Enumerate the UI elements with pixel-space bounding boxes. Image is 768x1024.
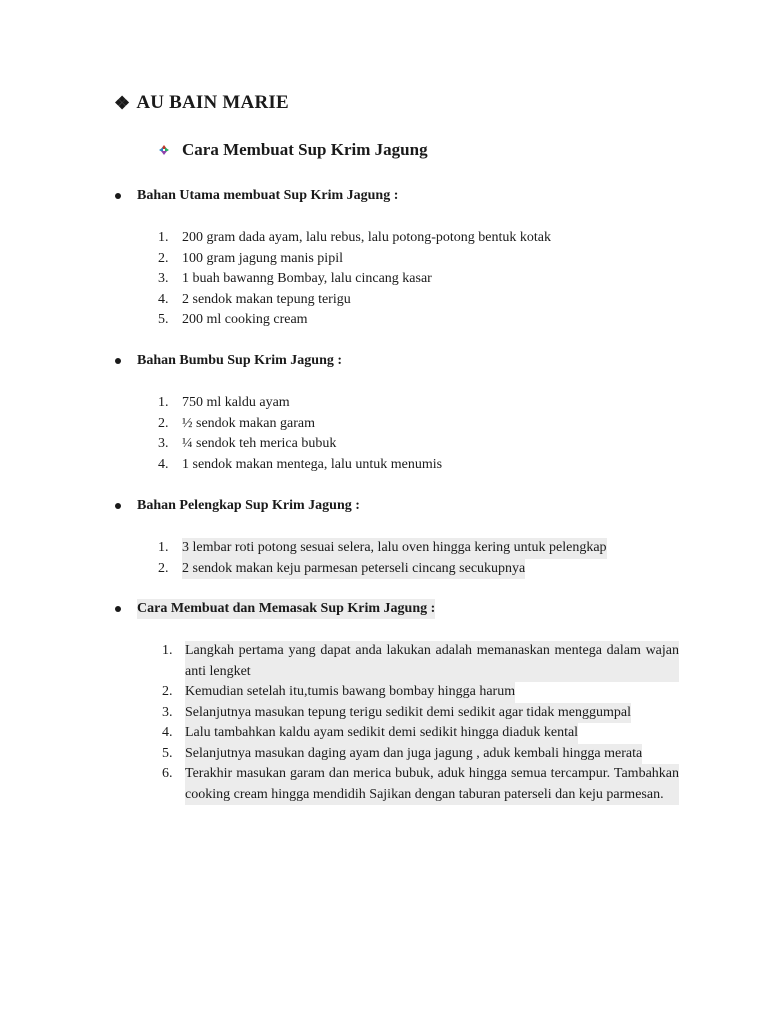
section-heading-bahan-bumbu: Bahan Bumbu Sup Krim Jagung : bbox=[113, 351, 342, 371]
section-heading-cara-membuat: Cara Membuat dan Memasak Sup Krim Jagung : bbox=[113, 599, 435, 619]
list-item: 1. 200 gram dada ayam, lalu rebus, lalu potong-potong bentuk kotak bbox=[158, 230, 551, 245]
bullet-icon bbox=[115, 193, 121, 199]
recipe-subtitle bbox=[158, 140, 428, 160]
list-item: 2. ½ sendok makan garam bbox=[158, 415, 315, 431]
arrow-bullet-icon bbox=[158, 144, 170, 156]
bullet-icon bbox=[115, 503, 121, 509]
list-item: 3. 1 buah bawanng Bombay, lalu cincang kasar bbox=[158, 271, 432, 286]
list-item: 3. ¼ sendok teh merica bubuk bbox=[158, 436, 337, 451]
list-bahan-pelengkap bbox=[158, 538, 607, 579]
bullet-icon bbox=[115, 606, 121, 612]
list-item: 3. Selanjutnya masukan tepung terigu sedikit demi sedikit agar tidak menggumpal bbox=[162, 703, 679, 724]
section-heading-bahan-utama: Bahan Utama membuat Sup Krim Jagung : bbox=[113, 186, 398, 206]
title-text: AU BAIN MARIE bbox=[136, 92, 289, 113]
list-item: 6. Terakhir masukan garam dan merica bubuk, aduk hingga semua tercampur. Tambahkan cooking cream hingga mendidih Sajikan dengan taburan paterseli dan keju parmesan. bbox=[162, 764, 679, 805]
list-item: 1. Langkah pertama yang dapat anda lakukan adalah memanaskan mentega dalam wajan anti lengket bbox=[162, 641, 679, 682]
list-item: 2. Kemudian setelah itu,tumis bawang bombay hingga harum bbox=[162, 682, 679, 703]
list-item: 1. 3 lembar roti potong sesuai selera, lalu oven hingga kering untuk pelengkap bbox=[158, 538, 607, 559]
diamond-bullet-icon: ❖ bbox=[114, 92, 131, 113]
bullet-icon bbox=[115, 358, 121, 364]
list-item: 1. 750 ml kaldu ayam bbox=[158, 395, 290, 410]
list-item: 5. Selanjutnya masukan daging ayam dan juga jagung , aduk kembali hingga merata bbox=[162, 744, 679, 765]
list-item: 4. 1 sendok makan mentega, lalu untuk menumis bbox=[158, 456, 443, 472]
list-item: 4. Lalu tambahkan kaldu ayam sedikit demi sedikit hingga diaduk kental bbox=[162, 723, 679, 744]
list-bahan-bumbu bbox=[158, 393, 442, 475]
list-item: 2. 100 gram jagung manis pipil bbox=[158, 250, 343, 266]
document-title bbox=[114, 92, 289, 114]
subtitle-text: Cara Membuat Sup Krim Jagung bbox=[182, 140, 428, 159]
list-cara-membuat bbox=[162, 641, 679, 805]
list-item: 4. 2 sendok makan tepung terigu bbox=[158, 291, 351, 307]
section-heading-bahan-pelengkap: Bahan Pelengkap Sup Krim Jagung : bbox=[113, 496, 360, 516]
list-item: 2. 2 sendok makan keju parmesan peterseli cincang secukupnya bbox=[158, 559, 607, 580]
list-bahan-utama bbox=[158, 228, 551, 331]
list-item: 5. 200 ml cooking cream bbox=[158, 312, 308, 327]
